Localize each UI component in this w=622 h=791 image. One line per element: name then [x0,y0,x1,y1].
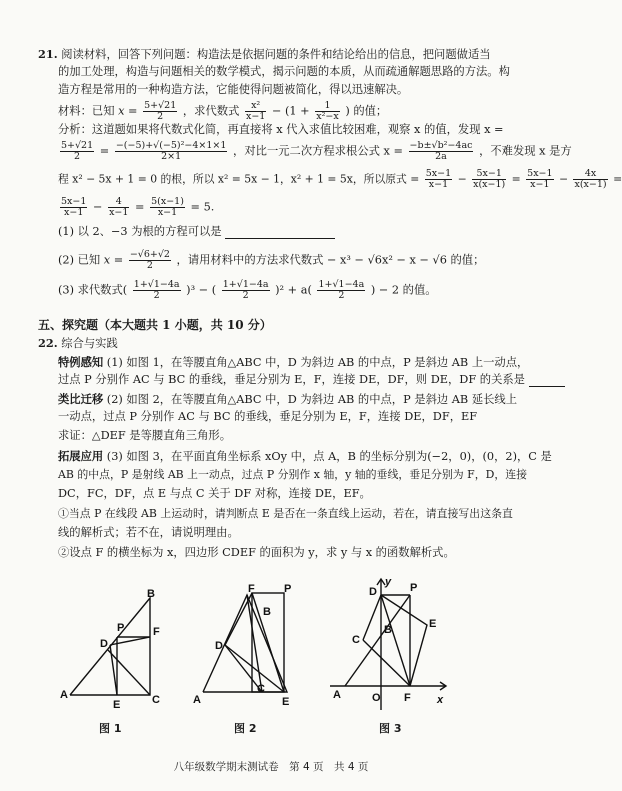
q22-c-6: ②设点 F 的横坐标为 x，四边形 CDEF 的面积为 y，求 y 与 x 的函数解析式。 [58,546,455,559]
fig3-label-c: C [352,634,360,646]
figure-3 [330,579,446,710]
fig2-label-b: B [263,606,271,618]
q22-c-3: DC，FC，DF，点 E 与点 C 关于 DF 对称，连接 DE，EF。 [58,487,371,500]
ana4-frac-3: $\frac{5(x-1)}{x-1}$ [151,196,184,218]
tag-analogy: 类比迁移 [58,392,104,406]
ana3-frac-1: $\frac{5x-1}{x-1}$ [425,168,452,190]
material-x: x = [118,104,138,118]
fig2-label-d: D [215,640,223,652]
fig3-de-ef [381,595,427,686]
material-text-d: ) 的值； [345,104,388,118]
fig1-label-b: B [147,588,155,600]
q22-c-4: ①当点 P 在线段 AB 上运动时，请判断点 E 是否在一条直线上运动，若在，请直接写出这条直 [58,507,513,520]
q22-c-5: 线的解析式；若不在，请说明理由。 [58,526,239,539]
tag-extension: 拓展应用 [58,449,104,463]
q21-part-2: (2) 已知 x = $\frac{-√6+√2}{2}$ ，请用材料中的方法求代数式 − x³ − √6x² − x − √6 的值； [58,249,485,271]
ana3-frac-2: $\frac{5x-1}{x(x-1)}$ [473,168,506,190]
fig3-label-d: D [369,586,377,598]
fig1-label-p: P [117,622,125,634]
fig3-label-f: F [404,692,411,704]
answer-blank-1[interactable] [225,228,335,239]
material-frac-e1: $\frac{\text{x²}}{x-1}$ [245,100,266,122]
fig3-label-x: x [437,694,444,706]
fig3-caption: 图 3 [379,722,402,735]
fig3-label-e: E [429,618,437,630]
q21-text-3: 造方程是常用的一种构造方法，它能使得问题被简化，得以迅速解决。 [58,83,409,96]
fig3-dc [363,595,381,640]
q21-text-2: 的加工处理，构造与问题相关的数学模式，揭示问题的本质，从而疏通解题思路的方法。构 [58,65,510,78]
fig1-caption: 图 1 [99,722,122,735]
section-5-heading: 五、探究题（本大题共 1 小题，共 10 分） [38,318,272,332]
fig3-label-a: A [333,689,341,701]
fig3-label-y: y [385,576,392,588]
ana4-frac-1: $\frac{5x-1}{x-1}$ [61,196,87,218]
q21-part-3: (3) 求代数式( $\frac{1+√1-4a}{2}$ )³ − ( $\frac{1+√1-4a}{2}$ )² + a( $\frac{1+√1-4a}{2}$ ) − 2 的值。 [58,279,437,301]
ana2-frac-2: $\frac{\text{−(−5)+√(−5)²−4×1×1}}{2\times 1}$ [115,140,227,162]
material-frac-e2: $\frac{1}{\text{x²−x}}$ [316,100,339,122]
q22-b-2: 一动点，过点 P 分别作 AC 与 BC 的垂线，垂足分别为 E，F，连接 DE，DF，EF [58,410,478,423]
q21-analysis-2: $\frac{5+√21}{2}$ = $\frac{\text{−(−5)+√(−5)²−4×1×1}}{2\times 1}$ ，对比一元二次方程求根公式 x = $\frac{\text{−b±√b²−4ac}}{2a}$ ，不难发现 x 是方 [61,140,572,162]
fig2-label-p: P [284,583,292,595]
q21-text-1: 阅读材料，回答下列问题：构造法是依据问题的条件和结论给出的信息，把问题做适当 [61,48,491,61]
fig2-de [225,645,284,692]
fig1-label-a: A [60,689,68,701]
material-text-c: − (1 + [271,104,310,118]
q21-analysis-3: 程 x² − 5x + 1 = 0 的根，所以 x² = 5x − 1，x² + 1 = 5x，所以原式 = $\frac{5x-1}{x-1}$ − $\frac{5x-1}{x(x-1)}$ = $\frac{5x-1}{x-1}$ − $\frac{4x}{x(x-1)}$ = [58,168,622,190]
ana2-frac-1: $\frac{5+√21}{2}$ [61,140,94,162]
q22-c-2: AB 的中点，P 是射线 AB 上一动点，过点 P 分别作 x 轴，y 轴的垂线，垂足分别为 F，D，连接 [58,468,527,481]
fig2-label-f: F [248,583,255,595]
p3-frac-3: $\frac{1+√1-4a}{2}$ [318,279,365,301]
fig1-label-d: D [100,638,108,650]
ana2-frac-3: $\frac{\text{−b±√b²−4ac}}{2a}$ [409,140,473,162]
p3-frac-1: $\frac{1+√1-4a}{2}$ [133,279,180,301]
q22-b-1: 类比迁移 (2) 如图 2，在等腰直角△ABC 中，D 为斜边 AB 的中点，P 是斜边 AB 延长线上 [58,392,518,406]
fig3-label-o: O [372,692,381,704]
material-text-b: ，求代数式 [182,104,240,118]
fig2-bc [247,595,262,692]
tag-special-case: 特例感知 [58,355,104,369]
fig1-label-f: F [153,626,160,638]
p2-frac: $\frac{-√6+√2}{2}$ [129,249,170,271]
fig2-label-a: A [193,694,201,706]
q21-material [58,101,387,122]
q22-number: 22. [38,336,58,350]
q21-number: 21. [38,47,58,61]
fig2-label-e: E [282,696,290,708]
material-frac-x: $\frac{5+√21}{2}$ [144,100,177,122]
figures-area [0,575,542,715]
ana4-frac-2: $\frac{4}{x-1}$ [109,196,129,218]
q21-analysis-4: $\frac{5x-1}{x-1}$ − $\frac{4}{x-1}$ = $\frac{5(x-1)}{x-1}$ = 5. [61,196,215,218]
q21-analysis-1: 分析：这道题如果将代数式化简，再直接将 x 代入求值比较困难，观察 x 的值，发现 x = [58,123,504,136]
q22-a-1: 特例感知 (1) 如图 1，在等腰直角△ABC 中，D 为斜边 AB 的中点，P 是斜边 AB 上一动点， [58,355,529,369]
q22-b-3: 求证：△DEF 是等腰直角三角形。 [58,429,231,442]
p3-frac-2: $\frac{1+√1-4a}{2}$ [222,279,269,301]
figure-2-labels [193,583,291,708]
q22-title: 22. 综合与实践 [38,336,118,350]
q21-line-1 [38,47,491,62]
fig3-label-p: P [410,582,418,594]
answer-blank-2[interactable] [529,376,565,387]
ana3-frac-3: $\frac{5x-1}{x-1}$ [527,168,553,190]
fig3-label-b: B [384,624,392,636]
figure-1 [70,598,150,695]
q22-c-1: 拓展应用 (3) 如图 3，在平面直角坐标系 xOy 中，点 A，B 的坐标分别为(−2，0)，(0，2)，C 是 [58,449,552,463]
material-label: 材料：已知 [58,104,115,118]
q21-part-1: (1) 以 2、−3 为根的方程可以是 [58,225,335,239]
q22-a-2: 过点 P 分别作 AC 与 BC 的垂线，垂足分别为 E，F，连接 DE，DF，则 DE，DF 的关系是 [58,373,565,387]
fig1-label-e: E [113,699,121,711]
ana3-frac-4: $\frac{4x}{x(x-1)}$ [574,168,607,190]
fig1-label-c: C [152,694,160,706]
fig2-label-c: C [257,683,265,695]
page-footer: 八年级数学期末测试卷 第 4 页 共 4 页 [173,761,369,773]
fig2-caption: 图 2 [234,722,257,735]
